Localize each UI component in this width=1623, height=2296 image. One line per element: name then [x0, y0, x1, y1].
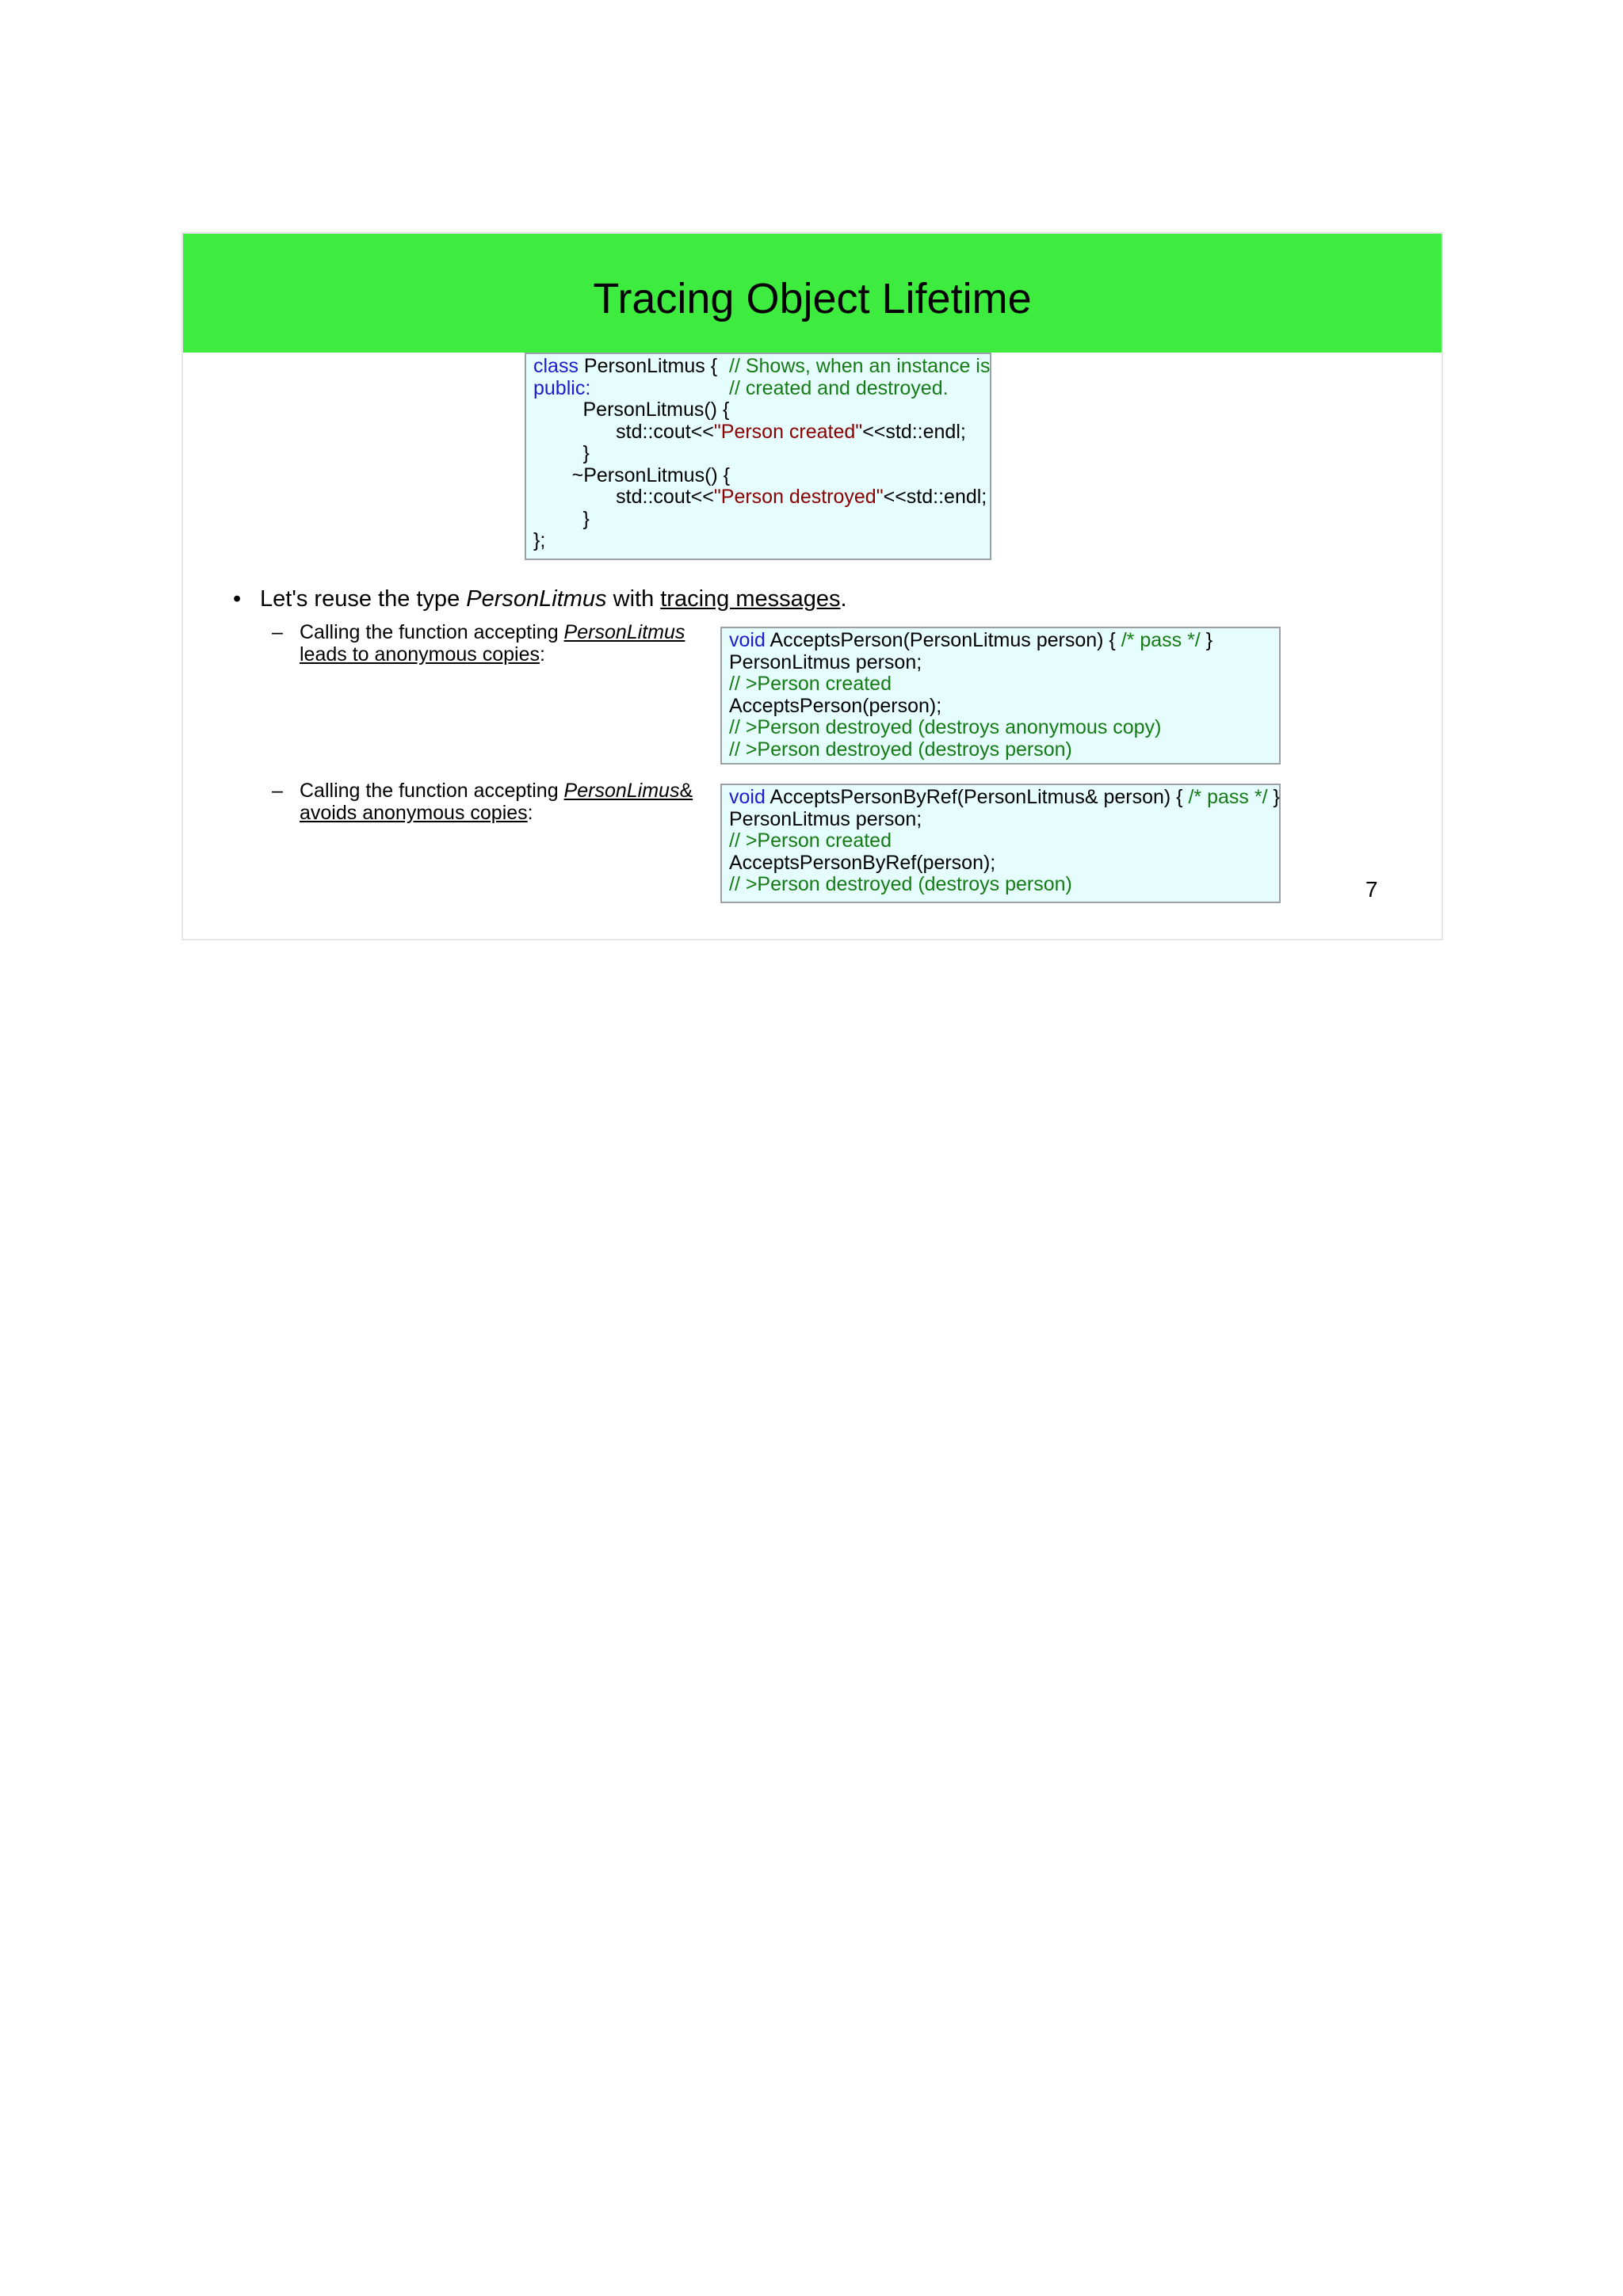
code-comment: // >Person destroyed (destroys person) — [729, 873, 1072, 895]
sub-item-suffix: : — [539, 643, 545, 666]
avoids-copies-link[interactable]: avoids anonymous copies — [300, 802, 528, 824]
code-line: }; — [533, 529, 546, 551]
code-comment-block — [729, 356, 990, 399]
code-comment: // Shows, when an instance is — [729, 355, 991, 377]
code-line: } — [533, 442, 590, 464]
code-text: } — [1267, 786, 1280, 808]
type-name: PersonLimus — [563, 780, 680, 802]
title-bar — [183, 234, 1442, 353]
type-name-link[interactable] — [564, 780, 693, 802]
code-text: <<std::endl; — [883, 486, 987, 508]
code-keyword: void — [729, 629, 766, 651]
code-comment: // created and destroyed. — [729, 376, 949, 399]
code-line — [533, 421, 990, 444]
code-comment: /* pass */ — [1121, 629, 1201, 651]
code-text: <<std::endl; — [862, 420, 966, 443]
type-suffix: & — [679, 780, 693, 802]
code-text: AcceptsPersonByRef(PersonLitmus& person) { — [765, 786, 1189, 808]
code-line — [729, 630, 1279, 652]
code-comment: /* pass */ — [1188, 786, 1268, 808]
tracing-messages-link[interactable]: tracing messages — [660, 586, 841, 612]
code-line: ~PersonLitmus() { — [533, 463, 731, 486]
code-string: "Person created" — [713, 420, 863, 443]
type-name: PersonLitmus — [466, 586, 607, 612]
code-comment: // >Person created — [729, 673, 892, 695]
code-line: PersonLitmus person; — [729, 807, 922, 830]
sub-item-text — [300, 780, 712, 824]
code-keyword: class — [533, 355, 579, 377]
sub-item-prefix: Calling the function accepting — [300, 780, 564, 802]
copy-code-block — [720, 627, 1281, 765]
code-line — [533, 486, 990, 509]
code-line: PersonLitmus person; — [729, 650, 922, 673]
code-string: "Person destroyed" — [713, 486, 884, 508]
code-line: } — [533, 507, 590, 530]
bullet-symbol: • — [233, 586, 242, 612]
sub-item-dash: – — [272, 621, 283, 643]
code-comment: // >Person destroyed (destroys person) — [729, 738, 1072, 761]
code-text: } — [1200, 629, 1213, 651]
class-code-block — [525, 353, 991, 560]
sub-item-text — [300, 621, 712, 666]
code-keyword: public: — [533, 376, 591, 399]
code-text: AcceptsPerson(PersonLitmus person) { — [765, 629, 1121, 651]
sub-item-dash: – — [272, 780, 283, 802]
code-text: std::cout<< — [533, 420, 714, 443]
slide-title: Tracing Object Lifetime — [593, 275, 1032, 322]
sub-item-prefix: Calling the function accepting — [300, 621, 564, 643]
code-comment: // >Person created — [729, 830, 892, 852]
code-comment: // >Person destroyed (destroys anonymous copy) — [729, 716, 1162, 738]
bullet-middle: with — [606, 586, 661, 612]
bullet-suffix: . — [840, 586, 847, 612]
anonymous-copies-link[interactable]: leads to anonymous copies — [300, 643, 540, 666]
code-line — [729, 787, 1279, 809]
slide — [181, 232, 1443, 940]
code-text: PersonLitmus { — [578, 355, 718, 377]
code-line: PersonLitmus() { — [533, 399, 730, 421]
code-keyword: void — [729, 786, 766, 808]
ref-code-block — [720, 784, 1281, 903]
code-line: AcceptsPerson(person); — [729, 694, 942, 717]
page-number: 7 — [1365, 877, 1378, 902]
sub-item-suffix: : — [527, 802, 533, 824]
bullet-text — [260, 585, 847, 612]
code-line: AcceptsPersonByRef(person); — [729, 851, 996, 874]
bullet-prefix: Let's reuse the type — [260, 586, 467, 612]
code-text: std::cout<< — [533, 486, 714, 508]
type-name-link[interactable]: PersonLitmus — [563, 621, 685, 643]
